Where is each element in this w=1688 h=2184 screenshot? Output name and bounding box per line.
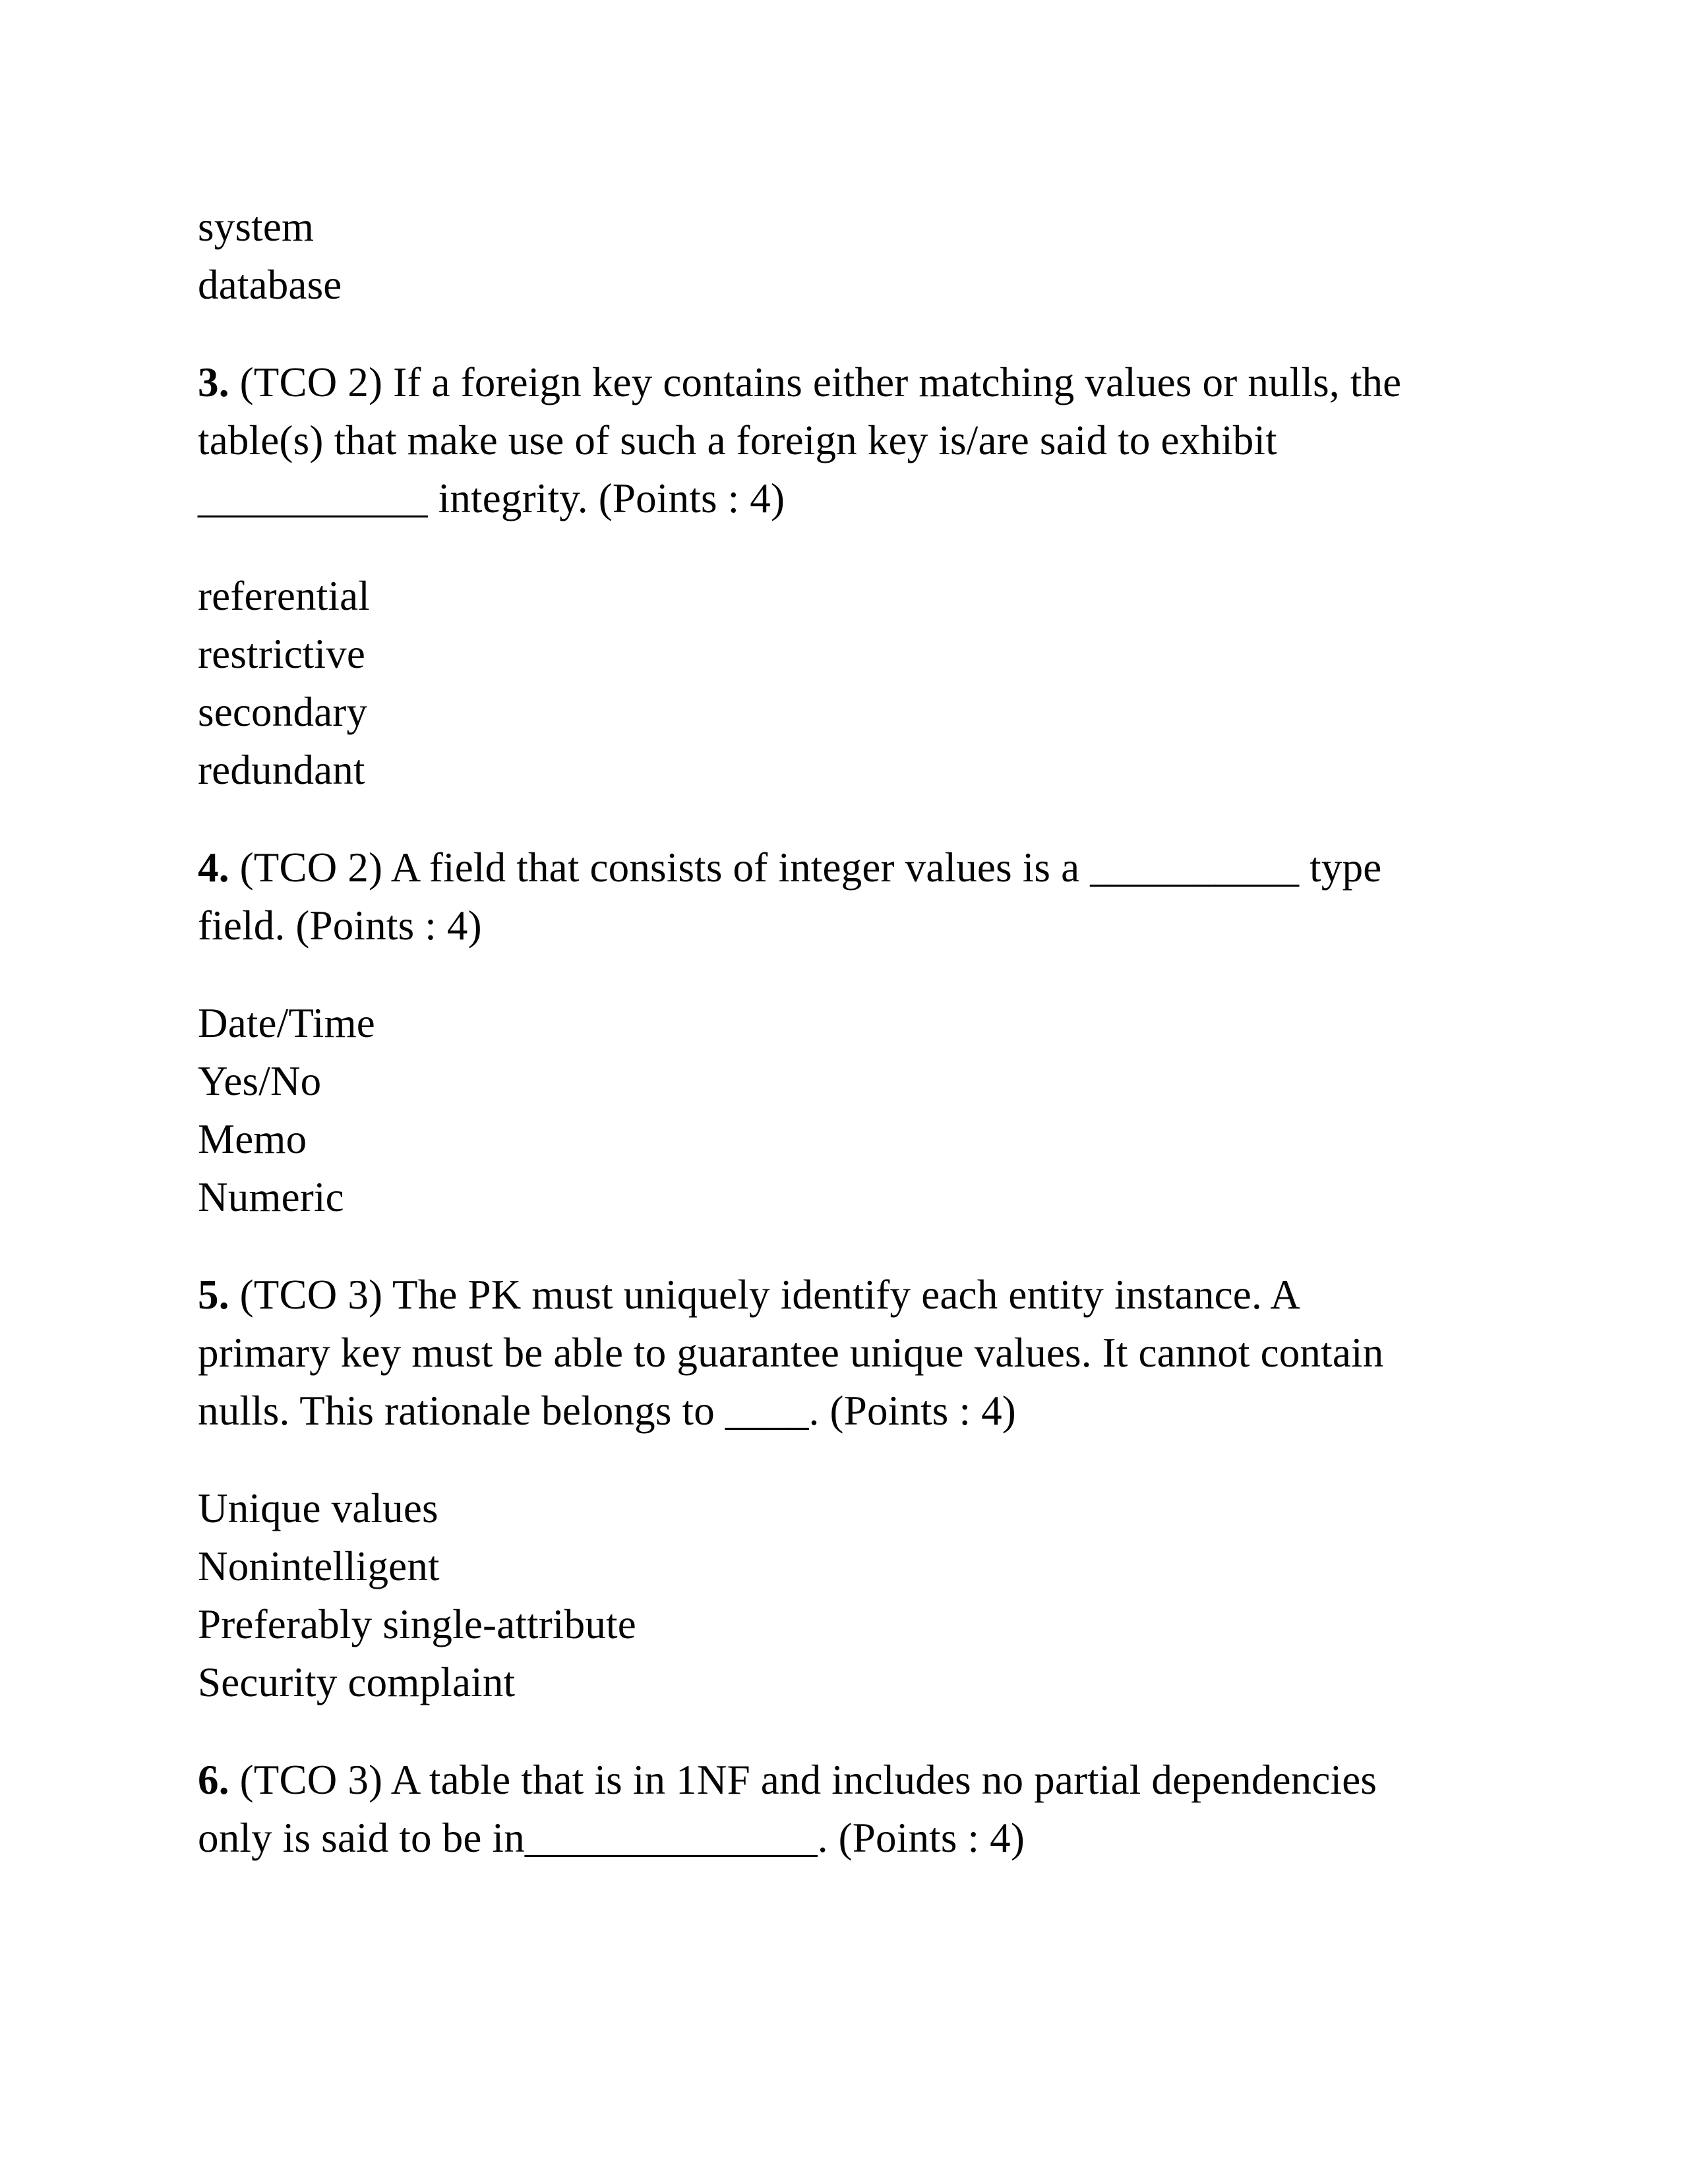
question-4	[198, 839, 1517, 955]
question-6	[198, 1751, 1517, 1867]
answer-option-unique-values: Unique values	[198, 1485, 438, 1531]
answer-option-referential: referential	[198, 573, 370, 619]
answer-option-database: database	[198, 262, 342, 308]
question-6-text: (TCO 3) A table that is in 1NF and includes no partial dependencies	[229, 1757, 1377, 1803]
answer-option-nonintelligent: Nonintelligent	[198, 1543, 440, 1589]
answer-option-security-complaint: Security complaint	[198, 1659, 516, 1705]
question-5	[198, 1266, 1517, 1440]
question-6-line-2: only is said to be in______________. (Points : 4)	[198, 1815, 1025, 1861]
question-6-line-1	[198, 1751, 1517, 1809]
question-3-number: 3.	[198, 359, 229, 405]
question-3-text: (TCO 2) If a foreign key contains either matching values or nulls, the	[229, 359, 1402, 405]
question-6-number: 6.	[198, 1757, 229, 1803]
question-4-options	[198, 994, 1517, 1226]
answer-option-restrictive: restrictive	[198, 631, 366, 677]
answer-option-date-time: Date/Time	[198, 1000, 375, 1046]
question-3	[198, 353, 1517, 527]
question-5-options	[198, 1479, 1517, 1711]
answer-option-secondary: secondary	[198, 689, 368, 735]
question-4-line-1	[198, 839, 1517, 897]
question-5-text: (TCO 3) The PK must uniquely identify each entity instance. A	[229, 1272, 1301, 1318]
answer-option-yes-no: Yes/No	[198, 1058, 322, 1104]
answer-option-preferably-single-attribute: Preferably single-attribute	[198, 1601, 636, 1647]
question-5-line-3: nulls. This rationale belongs to ____. (Points : 4)	[198, 1388, 1016, 1434]
answer-option-system: system	[198, 204, 315, 250]
question-3-options	[198, 567, 1517, 799]
question-3-line-1	[198, 353, 1517, 411]
answer-option-memo: Memo	[198, 1116, 307, 1162]
question-5-number: 5.	[198, 1272, 229, 1318]
question-5-line-2: primary key must be able to guarantee unique values. It cannot contain	[198, 1330, 1384, 1376]
question-4-line-2: field. (Points : 4)	[198, 902, 482, 949]
answer-option-numeric: Numeric	[198, 1174, 344, 1220]
question-3-line-3: ___________ integrity. (Points : 4)	[198, 475, 785, 521]
question-5-line-1	[198, 1266, 1517, 1324]
question-4-text: (TCO 2) A field that consists of integer values is a __________ type	[229, 844, 1382, 891]
question-4-number: 4.	[198, 844, 229, 891]
answer-option-redundant: redundant	[198, 747, 365, 793]
prior-question-options	[198, 198, 1517, 314]
question-3-line-2: table(s) that make use of such a foreign key is/are said to exhibit	[198, 417, 1277, 463]
